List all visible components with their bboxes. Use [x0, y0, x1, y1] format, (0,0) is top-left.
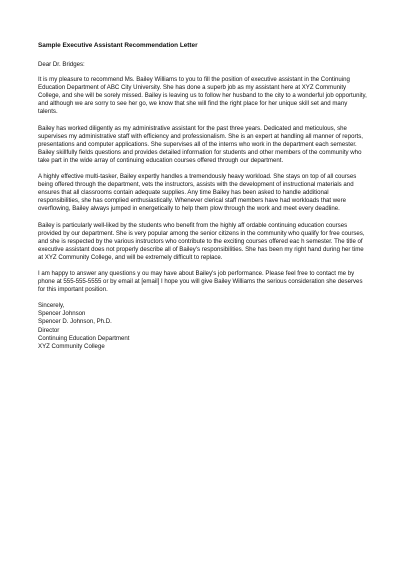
paragraph-3: A highly effective multi-tasker, Bailey expertly handles a tremendously heavy workload. She stays on top of all courses being offered through the department, vets the instructors, assists with the development of instructional materials and ensures that all classrooms contain adequate supplies. Any time Bailey has been asked to handle additional responsibilities, she has complied enthusiastically. Whenever clerical staff members have had workloads that were overflowing, Bailey always jumped in energetically to help them plow through the work and meet every deadline.	[38, 173, 357, 213]
closing-block	[38, 302, 368, 351]
letter-title: Sample Executive Assistant Recommendation Letter	[38, 42, 198, 49]
paragraph-4: Bailey is particularly well-liked by the students who benefit from the highly aff ordable continuing education courses provided by our department. She is very popular among the senior citizens in the community who qualify for free courses, and she is respected by the various instructors who contribute to the exciting courses offered eac h semester. The title of executive assistant does not properly describe all of Bailey's responsibilities. She has been my right hand during her time at XYZ Community College, and will be extremely difficult to replace.	[38, 221, 365, 261]
salutation: Dear Dr. Bridges:	[38, 61, 85, 68]
signer-full-name: Spencer D. Johnson, Ph.D.	[38, 318, 112, 326]
paragraph-1: It is my pleasure to recommend Ms. Bailey Williams to you to fill the position of executive assistant in the Continuing Education Department of ABC City University. She has done a superb job as my assistant here at XYZ Community College, and she will be sorely missed. Bailey is leaving us to follow her husband to the city to a wonderful job opportunity, and although we are sorry to see her go, we know that she will find the right place for her unique skill set and many talents.	[38, 76, 367, 116]
letter-page	[38, 42, 368, 351]
closing-valediction: Sincerely,	[38, 302, 65, 310]
signer-title: Director	[38, 326, 60, 334]
paragraph-5: I am happy to answer any questions y ou may have about Bailey's job performance. Please feel free to contact me by phone at 555-555-5555 or by email at [email] I hope you will give Bailey Williams the serious consideration she deserves for this important position.	[38, 269, 363, 294]
signature-name: Spencer Johnson	[38, 310, 86, 318]
paragraph-2: Bailey has worked diligently as my administrative assistant for the past three years. Dedicated and meticulous, she supervises my administrative staff with efficiency and professionalism. She is an expert at handling all manner of reports, presentations and computer applications. She supervises all of the interns who work in the department each semester. Bailey skillfully fields questions and provides detailed information for students and other members of the community who take part in the wide array of continuing education courses offered through our department.	[38, 124, 363, 164]
signer-institution: XYZ Community College	[38, 342, 105, 350]
signer-department: Continuing Education Department	[38, 334, 130, 342]
